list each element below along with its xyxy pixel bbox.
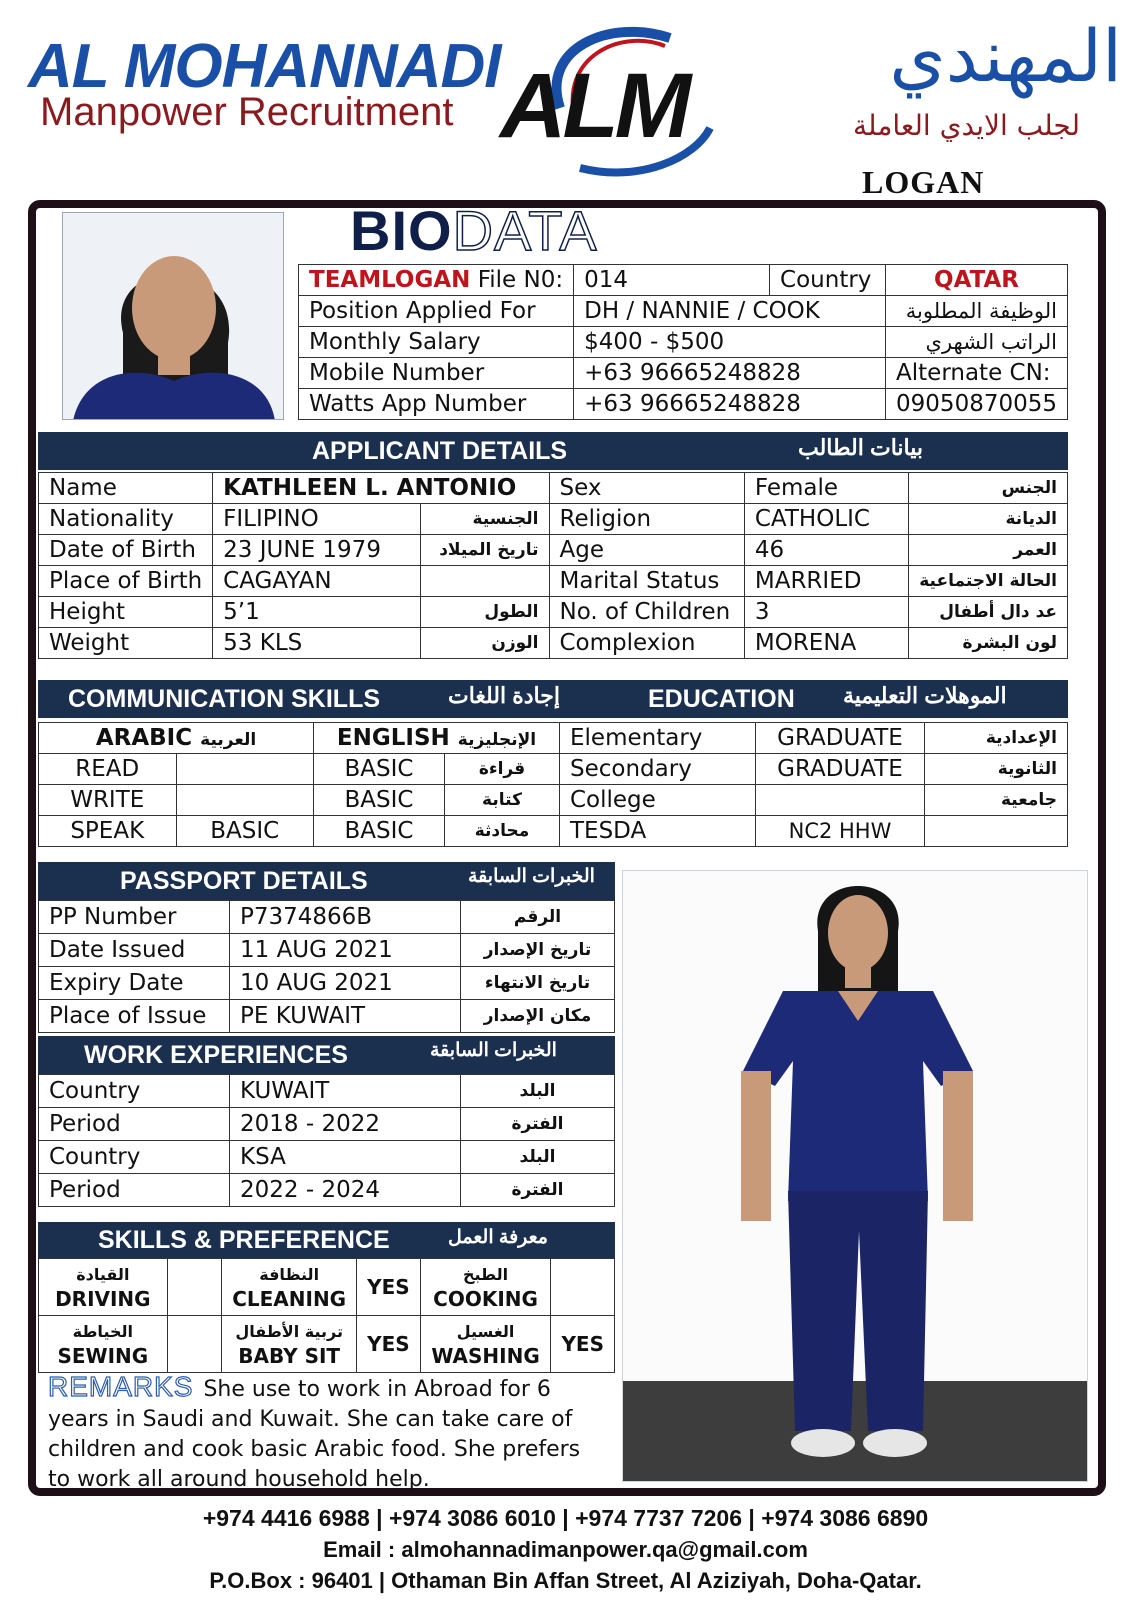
field-label: PP Number — [39, 901, 230, 934]
section-title-arabic: بيانات الطالب — [798, 435, 923, 460]
applicant-name: KATHLEEN L. ANTONIO — [213, 473, 549, 504]
work-row — [39, 1141, 615, 1174]
skill-name: SEWING — [57, 1344, 149, 1368]
passport-row — [39, 901, 615, 934]
country-value: QATAR — [886, 265, 1068, 296]
applicant-row — [39, 504, 1068, 535]
field-value: KSA — [230, 1141, 461, 1174]
education-level: TESDA — [560, 816, 756, 847]
file-number-row — [299, 265, 1068, 296]
skill-label-arabic: محادثة — [445, 816, 560, 847]
skill-value: YES — [551, 1316, 615, 1373]
field-label: Place of Birth — [39, 566, 213, 597]
file-label: File N0: — [470, 267, 564, 293]
field-value: 11 AUG 2021 — [230, 934, 461, 967]
language-arabic-ar: العربية — [200, 730, 257, 750]
field-label-arabic: الطول — [421, 597, 549, 628]
field-label-arabic: عد دال أطفال — [909, 597, 1068, 628]
section-title: APPLICANT DETAILS — [312, 437, 568, 465]
work-row — [39, 1108, 615, 1141]
skill-name-arabic: تربية الأطفال — [235, 1322, 343, 1341]
info-extra: الراتب الشهري — [886, 327, 1068, 358]
brand-subtitle-arabic: لجلب الايدي العاملة — [853, 109, 1080, 142]
education-level: College — [560, 785, 756, 816]
field-label-arabic: الوزن — [421, 628, 549, 659]
field-label: Date of Birth — [39, 535, 213, 566]
info-value: DH / NANNIE / COOK — [574, 296, 886, 327]
education-level-arabic: جامعية — [925, 785, 1068, 816]
field-value: 2022 - 2024 — [230, 1174, 461, 1207]
field-value: FILIPINO — [213, 504, 421, 535]
skill-label: SPEAK — [39, 816, 177, 847]
skill-name: WASHING — [431, 1344, 540, 1368]
applicant-row — [39, 628, 1068, 659]
field-label-arabic: تاريخ الانتهاء — [461, 967, 615, 1000]
brand-name-english: AL MOHANNADI — [28, 32, 501, 101]
field-label: Weight — [39, 628, 213, 659]
passport-row — [39, 1000, 615, 1033]
footer-phones: +974 4416 6988 | +974 3086 6010 | +974 7737 7206 | +974 3086 6890 — [202, 1505, 929, 1531]
field-label-arabic: الحالة الاجتماعية — [909, 566, 1068, 597]
file-info-table — [298, 264, 1068, 420]
field-label: Country — [39, 1075, 230, 1108]
agency-tag: LOGAN — [862, 164, 985, 200]
logo-alm: ALM — [500, 55, 688, 157]
field-value: 46 — [744, 535, 908, 566]
info-label: Position Applied For — [299, 296, 574, 327]
profile-photo — [62, 212, 284, 420]
remarks-title: REMARKS — [48, 1371, 194, 1402]
language-english-ar: الإنجليزية — [457, 730, 537, 750]
skill-value — [167, 1259, 222, 1316]
remarks-text: She use to work in Abroad for 6 years in Saudi and Kuwait. She can take care of children and cook basic Arabic food. She prefers to work all around household help. — [48, 1377, 581, 1492]
info-value: +63 96665248828 — [574, 358, 886, 389]
field-value: 10 AUG 2021 — [230, 967, 461, 1000]
info-row — [299, 389, 1068, 420]
field-label: Sex — [549, 473, 744, 504]
education-level-arabic: الإعدادية — [925, 723, 1068, 754]
section-title: WORK EXPERIENCES — [84, 1041, 348, 1069]
field-label: Complexion — [549, 628, 744, 659]
english-level: BASIC — [314, 754, 445, 785]
passport-details-header — [38, 862, 615, 900]
arabic-level — [176, 754, 314, 785]
passport-row — [39, 967, 615, 1000]
field-label: Height — [39, 597, 213, 628]
passport-table — [38, 900, 615, 1033]
skill-label: WRITE — [39, 785, 177, 816]
page-title: BIODATA — [350, 199, 598, 262]
english-level: BASIC — [314, 785, 445, 816]
education-status — [756, 785, 925, 816]
comm-edu-row — [39, 816, 1068, 847]
field-label-arabic: مكان الإصدار — [461, 1000, 615, 1033]
file-number: 014 — [574, 265, 770, 296]
field-label: Place of Issue — [39, 1000, 230, 1033]
field-label: Nationality — [39, 504, 213, 535]
education-level-arabic: الثانوية — [925, 754, 1068, 785]
field-value: 53 KLS — [213, 628, 421, 659]
field-label-arabic: الفترة — [461, 1108, 615, 1141]
field-label-arabic: الجنس — [909, 473, 1068, 504]
field-value: Female — [744, 473, 908, 504]
field-label: Date Issued — [39, 934, 230, 967]
section-title: PASSPORT DETAILS — [120, 867, 368, 895]
skill-name-arabic: الطبخ — [462, 1265, 509, 1284]
skill-name: DRIVING — [55, 1287, 151, 1311]
section-title-arabic: الموهلات التعليمية — [843, 683, 1007, 708]
field-label: Period — [39, 1108, 230, 1141]
field-label-arabic: تاريخ الإصدار — [461, 934, 615, 967]
english-level: BASIC — [314, 816, 445, 847]
arabic-level: BASIC — [176, 816, 314, 847]
brand-subtitle: Manpower Recruitment — [40, 90, 454, 134]
skills-row — [39, 1316, 615, 1373]
skill-value: YES — [357, 1316, 421, 1373]
education-status: GRADUATE — [756, 754, 925, 785]
section-title: EDUCATION — [648, 685, 795, 713]
passport-row — [39, 934, 615, 967]
applicant-details-table — [38, 472, 1068, 659]
skill-name: BABY SIT — [238, 1344, 341, 1368]
skill-value: YES — [357, 1259, 421, 1316]
arabic-level — [176, 785, 314, 816]
country-label: Country — [770, 265, 886, 296]
section-title-arabic: الخبرات السابقة — [468, 866, 595, 887]
field-value: P7374866B — [230, 901, 461, 934]
field-label-arabic: البلد — [461, 1141, 615, 1174]
field-label-arabic: العمر — [909, 535, 1068, 566]
education-status: NC2 HHW — [756, 816, 925, 847]
field-label-arabic — [421, 566, 549, 597]
skills-row — [39, 1259, 615, 1316]
field-value: CATHOLIC — [744, 504, 908, 535]
comm-edu-row — [39, 754, 1068, 785]
spacer — [38, 722, 1068, 754]
field-value: KUWAIT — [230, 1075, 461, 1108]
field-value: 2018 - 2022 — [230, 1108, 461, 1141]
field-value: MARRIED — [744, 566, 908, 597]
info-label: Monthly Salary — [299, 327, 574, 358]
footer-email: Email : almohannadimanpower.qa@gmail.com — [323, 1537, 808, 1562]
section-title-arabic: إجادة اللغات — [448, 683, 560, 708]
info-label: Watts App Number — [299, 389, 574, 420]
field-label-arabic: الديانة — [909, 504, 1068, 535]
applicant-row — [39, 597, 1068, 628]
skill-name-arabic: الغسيل — [456, 1322, 515, 1341]
info-value: $400 - $500 — [574, 327, 886, 358]
field-label: Expiry Date — [39, 967, 230, 1000]
info-extra: Alternate CN: — [886, 358, 1068, 389]
education-level: Secondary — [560, 754, 756, 785]
field-label-arabic: لون البشرة — [909, 628, 1068, 659]
education-level: Elementary — [560, 723, 756, 754]
field-label: Age — [549, 535, 744, 566]
section-title-arabic: الخبرات السابقة — [430, 1040, 557, 1061]
info-value: +63 96665248828 — [574, 389, 886, 420]
field-label: Religion — [549, 504, 744, 535]
field-label-arabic: تاريخ الميلاد — [421, 535, 549, 566]
info-row — [299, 296, 1068, 327]
skill-name: CLEANING — [232, 1287, 347, 1311]
skill-name-arabic: الخياطة — [72, 1322, 133, 1341]
skill-value — [167, 1316, 222, 1373]
remarks-section — [48, 1372, 608, 1495]
applicant-row — [39, 473, 1068, 504]
field-label: No. of Children — [549, 597, 744, 628]
skill-name: COOKING — [433, 1287, 538, 1311]
full-body-photo — [622, 870, 1088, 1482]
education-level-arabic — [925, 816, 1068, 847]
info-extra: 09050870055 — [886, 389, 1068, 420]
skill-name-arabic: النظافة — [259, 1265, 320, 1284]
info-extra: الوظيفة المطلوبة — [886, 296, 1068, 327]
field-value: 23 JUNE 1979 — [213, 535, 421, 566]
skills-preference-header — [38, 1222, 615, 1258]
skill-name-arabic: القيادة — [76, 1265, 130, 1284]
skills-table — [38, 1258, 615, 1373]
field-value: 5’1 — [213, 597, 421, 628]
comm-edu-row — [39, 785, 1068, 816]
communication-education-header — [38, 680, 1068, 718]
applicant-row — [39, 566, 1068, 597]
section-title-arabic: معرفة العمل — [448, 1227, 548, 1248]
section-title: SKILLS & PREFERENCE — [98, 1226, 390, 1254]
work-row — [39, 1075, 615, 1108]
field-value: 3 — [744, 597, 908, 628]
skill-label-arabic: كتابة — [445, 785, 560, 816]
info-row — [299, 358, 1068, 389]
applicant-details-header — [38, 432, 1068, 470]
field-label-arabic: الرقم — [461, 901, 615, 934]
skill-label: READ — [39, 754, 177, 785]
language-english: ENGLISH — [336, 725, 450, 751]
field-label-arabic: الجنسية — [421, 504, 549, 535]
field-label: Period — [39, 1174, 230, 1207]
work-experience-table — [38, 1074, 615, 1207]
section-title: COMMUNICATION SKILLS — [68, 685, 381, 713]
field-value: CAGAYAN — [213, 566, 421, 597]
brand-name-arabic: المهندي — [889, 14, 1122, 98]
language-arabic: ARABIC — [95, 725, 193, 751]
info-row — [299, 327, 1068, 358]
field-value: PE KUWAIT — [230, 1000, 461, 1033]
skill-label-arabic: قراءة — [445, 754, 560, 785]
applicant-row — [39, 535, 1068, 566]
footer-address: P.O.Box : 96401 | Othaman Bin Affan Street, Al Aziziyah, Doha-Qatar. — [209, 1568, 922, 1593]
field-label-arabic: البلد — [461, 1075, 615, 1108]
field-label: Country — [39, 1141, 230, 1174]
field-value: MORENA — [744, 628, 908, 659]
field-label: Name — [39, 473, 213, 504]
field-label: Marital Status — [549, 566, 744, 597]
education-status: GRADUATE — [756, 723, 925, 754]
info-label: Mobile Number — [299, 358, 574, 389]
skill-value — [551, 1259, 615, 1316]
work-experience-header — [38, 1036, 615, 1074]
file-label-brand: TEAMLOGAN — [309, 267, 471, 293]
work-row — [39, 1174, 615, 1207]
field-label-arabic: الفترة — [461, 1174, 615, 1207]
